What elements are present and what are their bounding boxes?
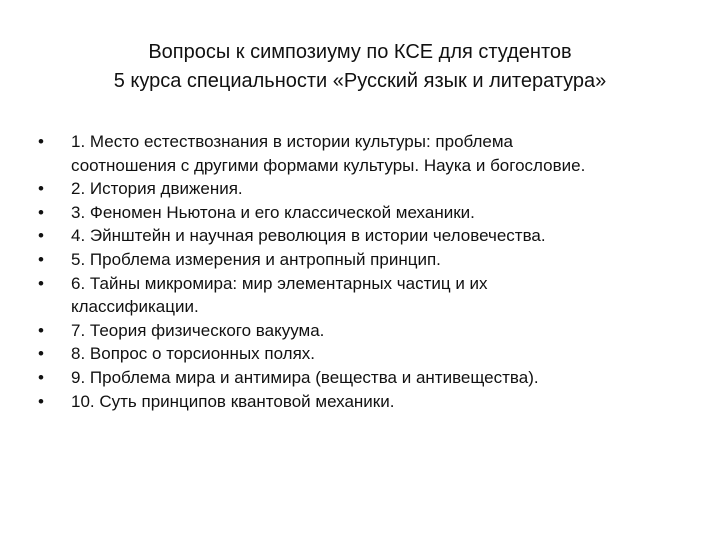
bullet-icon: •	[38, 391, 44, 411]
list-item	[38, 177, 698, 201]
question-list	[38, 130, 698, 413]
title-line-1: Вопросы к симпозиуму по КСЕ для студентов	[148, 41, 572, 63]
list-item-text: 7. Теория физического вакуума.	[71, 320, 325, 340]
slide-title	[40, 38, 680, 96]
bullet-icon: •	[38, 226, 44, 246]
bullet-icon: •	[38, 249, 44, 269]
list-item	[38, 272, 698, 319]
list-item	[38, 130, 698, 177]
list-item-text: 3. Феномен Ньютона и его классической механики.	[71, 202, 475, 222]
list-item-text: 1. Место естествознания в истории культуры: проблема	[71, 132, 514, 151]
list-item	[38, 224, 698, 248]
list-item-text: 9. Проблема мира и антимира (вещества и антивещества).	[71, 367, 539, 387]
bullet-icon: •	[38, 367, 44, 387]
list-item-text: 2. История движения.	[71, 179, 243, 199]
list-item-text: 8. Вопрос о торсионных полях.	[71, 344, 316, 364]
list-item	[38, 342, 698, 366]
list-item	[38, 319, 698, 343]
title-line-2: 5 курса специальности «Русский язык и литература»	[113, 70, 607, 92]
bullet-icon: •	[38, 273, 44, 293]
list-item-text: 10. Суть принципов квантовой механики.	[71, 391, 395, 411]
bullet-icon: •	[38, 344, 44, 364]
list-item	[38, 390, 698, 414]
list-item-text-continued: классификации.	[71, 297, 199, 317]
list-item	[38, 248, 698, 272]
bullet-icon: •	[38, 320, 44, 340]
bullet-icon: •	[38, 179, 44, 199]
list-item	[38, 366, 698, 390]
list-item-text: 6. Тайны микромира: мир элементарных частиц и их	[71, 273, 488, 293]
list-item	[38, 201, 698, 225]
list-item-text-continued: соотношения с другими формами культуры. Наука и богословие.	[71, 155, 586, 175]
bullet-icon: •	[38, 132, 44, 151]
list-item-text: 4. Эйнштейн и научная революция в истории человечества.	[71, 226, 546, 246]
list-item-text: 5. Проблема измерения и антропный принцип.	[71, 249, 441, 269]
bullet-icon: •	[38, 202, 44, 222]
